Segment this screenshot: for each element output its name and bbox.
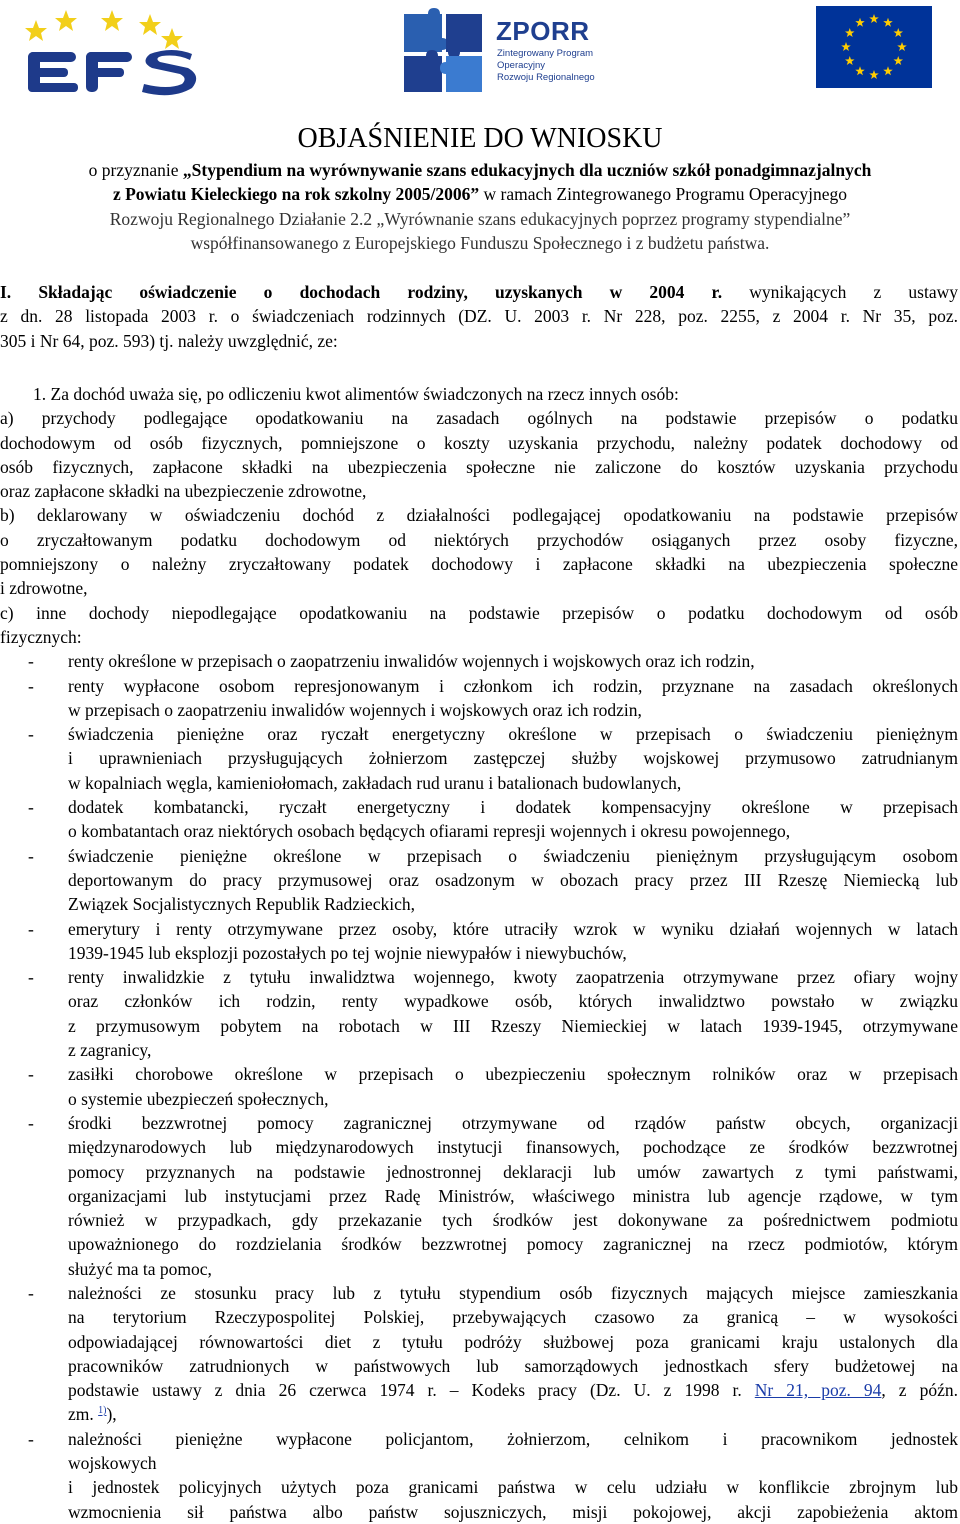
section-1-heading bbox=[0, 280, 958, 353]
efs-logo bbox=[22, 4, 204, 96]
list-item: - renty wypłacone osobom represjonowanym i członkom ich rodzin, przyznane na zasadach określonych w przepisach o zaopatrzeniu inwalidów wojennych i wojskowych oraz ich rodzin, bbox=[28, 675, 958, 720]
intro-line-3: Rozwoju Regionalnego Działanie 2.2 „Wyrównanie szans edukacyjnych poprzez programy stypendialne” bbox=[109, 208, 851, 229]
document-title: OBJAŚNIENIE DO WNIOSKU bbox=[297, 123, 663, 154]
income-definition bbox=[0, 382, 958, 1524]
zporr-title: ZPORR bbox=[496, 16, 590, 46]
header-logos bbox=[0, 0, 960, 100]
list-item: - renty inwalidzkie z tytułu inwalidztwa wojennego, kwoty zaopatrzenia otrzymywane przez ofiary wojny oraz członków ich rodzin, renty wypadkowe osób, których inwalidztwo powstało w związku z przymusowym pobytem na robotach w III Rzeszy Niemieckiej w latach 1939-1945, otrzymywane z zagranicy, bbox=[28, 967, 958, 1061]
intro-line-4: współfinansowanego z Europejskiego Funduszu Społecznego i z budżetu państwa. bbox=[190, 232, 770, 253]
section-1-line-1: I. Składając oświadczenie o dochodach rodziny, uzyskanych w 2004 r. wynikających z ustawy bbox=[0, 282, 958, 302]
intro-line-2: z Powiatu Kieleckiego na rok szkolny 2005/2006” w ramach Zintegrowanego Programu Operacyjnego bbox=[112, 184, 848, 205]
zporr-subtitle: Zintegrowany Program Operacyjny Rozwoju Regionalnego bbox=[497, 48, 595, 83]
footnote-link[interactable]: 1) bbox=[98, 1405, 107, 1417]
list-item: - należności pieniężne wypłacone policjantom, żołnierzom, celnikom i pracownikom jednostek wojskowych i jednostek policyjnych użytych poza granicami państwa w celu udziału w konflikcie zbrojnym lub wzmocnienia sił państwa albo państw sojuszniczych, misji pokojowej, akcji zapobieżenia aktom bbox=[28, 1428, 958, 1522]
list-item: - świadczenia pieniężne oraz ryczałt energetyczny określone w przepisach o świadczeniu pieniężnym i uprawnieniach przysługujących żołnierzom zastępczej służby wojskowej przymusowo zatrudnianym w kopalniach węgla, kamieniołomach, zakładach rud uranu i batalionach budowlanych, bbox=[28, 724, 958, 793]
list-item: - świadczenie pieniężne określone w przepisach o świadczeniu pieniężnym przysługującym osobom deportowanym do pracy przymusowej oraz osadzonym w obozach pracy przez III Rzeszę Niemiecką lub Związek Socjalistycznych Republik Radzieckich, bbox=[28, 845, 958, 915]
list-item: - emerytury i renty otrzymywane przez osoby, które utraciły wzrok w wyniku działań wojennych w latach 1939-1945 lub eksplozji pozostałych po tej wojnie niewypałów i niewybuchów, bbox=[28, 918, 958, 963]
section-1-line-2: z dn. 28 listopada 2003 r. o świadczeniach rodzinnych (DZ. U. 2003 r. Nr 228, poz. 2255, z 2004 r. Nr 35, poz. bbox=[0, 306, 958, 327]
list-item: - renty określone w przepisach o zaopatrzeniu inwalidów wojennych i wojskowych oraz ich rodzin, bbox=[28, 651, 755, 672]
intro-paragraph bbox=[0, 158, 960, 255]
point-1: 1. Za dochód uważa się, po odliczeniu kwot alimentów świadczonych na rzecz innych osób: bbox=[33, 384, 679, 404]
list-item: - zasiłki chorobowe określone w przepisach o ubezpieczeniu społecznym rolników oraz w przepisach o systemie ubezpieczeń społecznych, bbox=[28, 1064, 958, 1109]
legal-reference-link[interactable]: Nr 21, poz. 94 bbox=[754, 1380, 882, 1401]
clause-a: a) przychody podlegające opodatkowaniu na zasadach ogólnych na podstawie przepisów o podatku dochodowym od osób fizycznych, pomniejszone o koszty uzyskania przychodu, należny podatek dochodowy od osób fizycznych, zapłacone składki na ubezpieczenia społeczne nie zaliczone do kosztów uzyskania przychodu oraz zapłacone składki na ubezpieczenie zdrowotne, bbox=[0, 408, 958, 502]
clause-b: b) deklarowany w oświadczeniu dochód z działalności podlegającej opodatkowaniu na podstawie przepisów o zryczałtowanym podatku dochodowym od niektórych przychodów osiąganych przez osoby fizyczne, pomniejszony o należny zryczałtowany podatek dochodowy i zapłacone składki na ubezpieczenia społeczne i zdrowotne, bbox=[0, 505, 958, 599]
list-item: - dodatek kombatancki, ryczałt energetyczny i dodatek kompensacyjny określone w przepisach o kombatantach oraz niektórych osobach będących ofiarami represji wojennych i okresu powojennego, bbox=[28, 797, 958, 842]
puzzle-icon bbox=[398, 8, 488, 94]
clause-c: c) inne dochody niepodlegające opodatkowaniu na podstawie przepisów o podatku dochodowym od osób fizycznych: bbox=[0, 602, 958, 647]
eu-flag-logo bbox=[816, 6, 932, 88]
list-item: - środki bezzwrotnej pomocy zagranicznej otrzymywane od rządów państw obcych, organizacji międzynarodowych lub międzynarodowych instytucji finansowych, pochodzące ze środków bezzwrotnej pomocy przyznanych na podstawie jednostronnej deklaracji lub umów zawartych z tymi państwami, organizacjami lub instytucjami przez Radę Ministrów, właściwego ministra lub agencje rządowe, w tym również w przypadkach, gdy przekazanie tych środków jest dokonywane za pośrednictwem podmiotu upoważnionego do rozdzielania środków bezzwrotnej pomocy zagranicznej na rzecz podmiotów, którym służyć ma ta pomoc, bbox=[28, 1112, 958, 1279]
intro-line-1: o przyznanie „Stypendium na wyrównywanie szans edukacyjnych dla uczniów szkół ponadgimnazjalnych bbox=[88, 160, 872, 180]
section-1-line-3: 305 i Nr 64, poz. 593) tj. należy uwzględnić, ze: bbox=[0, 330, 338, 351]
list-item: - należności ze stosunku pracy lub z tytułu stypendium osób fizycznych mających miejsce zamieszkania na terytorium Rzeczypospolitej Polskiej, przebywających czasowo za granicą – w wysokości odpowiadającej równowartości diet z tytułu podróży służbowej poza granicami kraju ustalonych dla pracowników zatrudnionych w państwowych lub samorządowych jednostkach sfery budżetowej na podstawie ustawy z dnia 26 czerwca 1974 r. – Kodeks pracy (Dz. U. z 1998 r. Nr 21, poz. 94, z późn. zm. $^{1)}$), bbox=[28, 1282, 958, 1425]
zporr-logo bbox=[398, 8, 594, 94]
income-list bbox=[0, 649, 958, 1281]
